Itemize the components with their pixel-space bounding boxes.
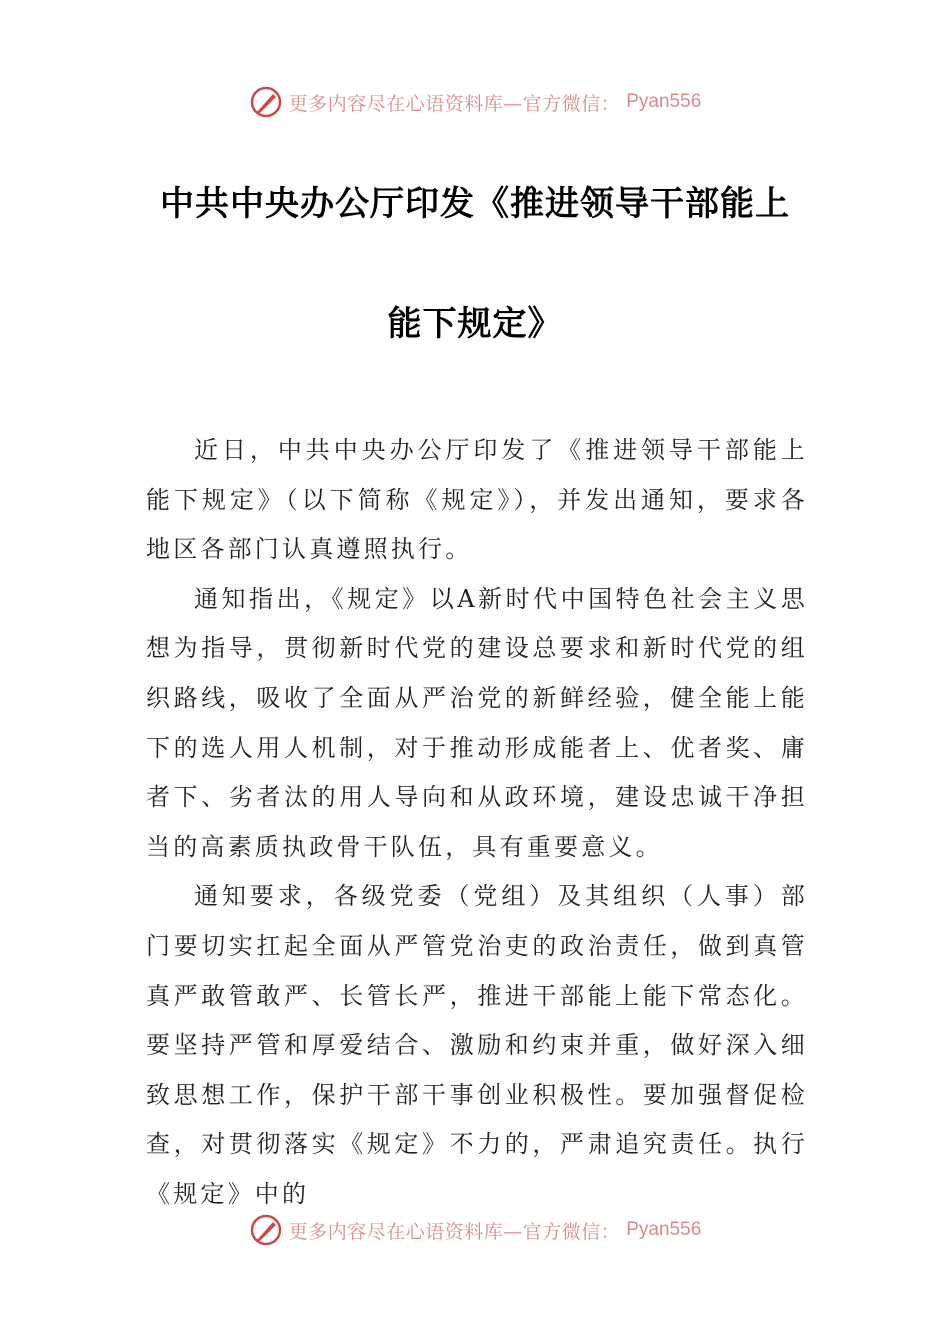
quill-logo-icon [249,85,283,119]
document-title-line-1: 中共中央办公厅印发《推进领导干部能上 [160,184,790,224]
watermark-id: Pyan556 [626,1219,702,1240]
header-watermark [0,82,950,122]
document-title-line-2: 能下规定》 [387,304,563,344]
paragraph: 通知指出，《规定》以A新时代中国特色社会主义思想为指导，贯彻新时代党的建设总要求和新时代党的组织路线，吸收了全面从严治党的新鲜经验，健全能上能下的选人用人机制，对于推动形成能者上、优者奖、庸者下、劣者汰的用人导向和从政环境，建设忠诚干净担当的高素质执政骨干队伍，具有重要意义。 [146,584,808,861]
paragraph: 通知要求，各级党委（党组）及其组织（人事）部门要切实扛起全面从严管党治吏的政治责任，做到真管真严敢管敢严、长管长严，推进干部能上能下常态化。要坚持严管和厚爱结合、激励和约束并重，做好深入细致思想工作，保护干部干事创业积极性。要加强督促检查，对贯彻落实《规定》不力的，严肃追究责任。执行《规定》中的 [146,882,808,1208]
watermark-id: Pyan556 [626,91,702,112]
watermark-text: 更多内容尽在心语资料库—官方微信： [288,92,621,115]
paragraph: 近日，中共中央办公厅印发了《推进领导干部能上能下规定》（以下简称《规定》），并发出通知，要求各地区各部门认真遵照执行。 [146,436,808,564]
watermark-text: 更多内容尽在心语资料库—官方微信： [288,1220,621,1243]
quill-logo-icon [249,1213,283,1247]
document-body [146,426,808,1220]
footer-watermark [0,1210,950,1250]
